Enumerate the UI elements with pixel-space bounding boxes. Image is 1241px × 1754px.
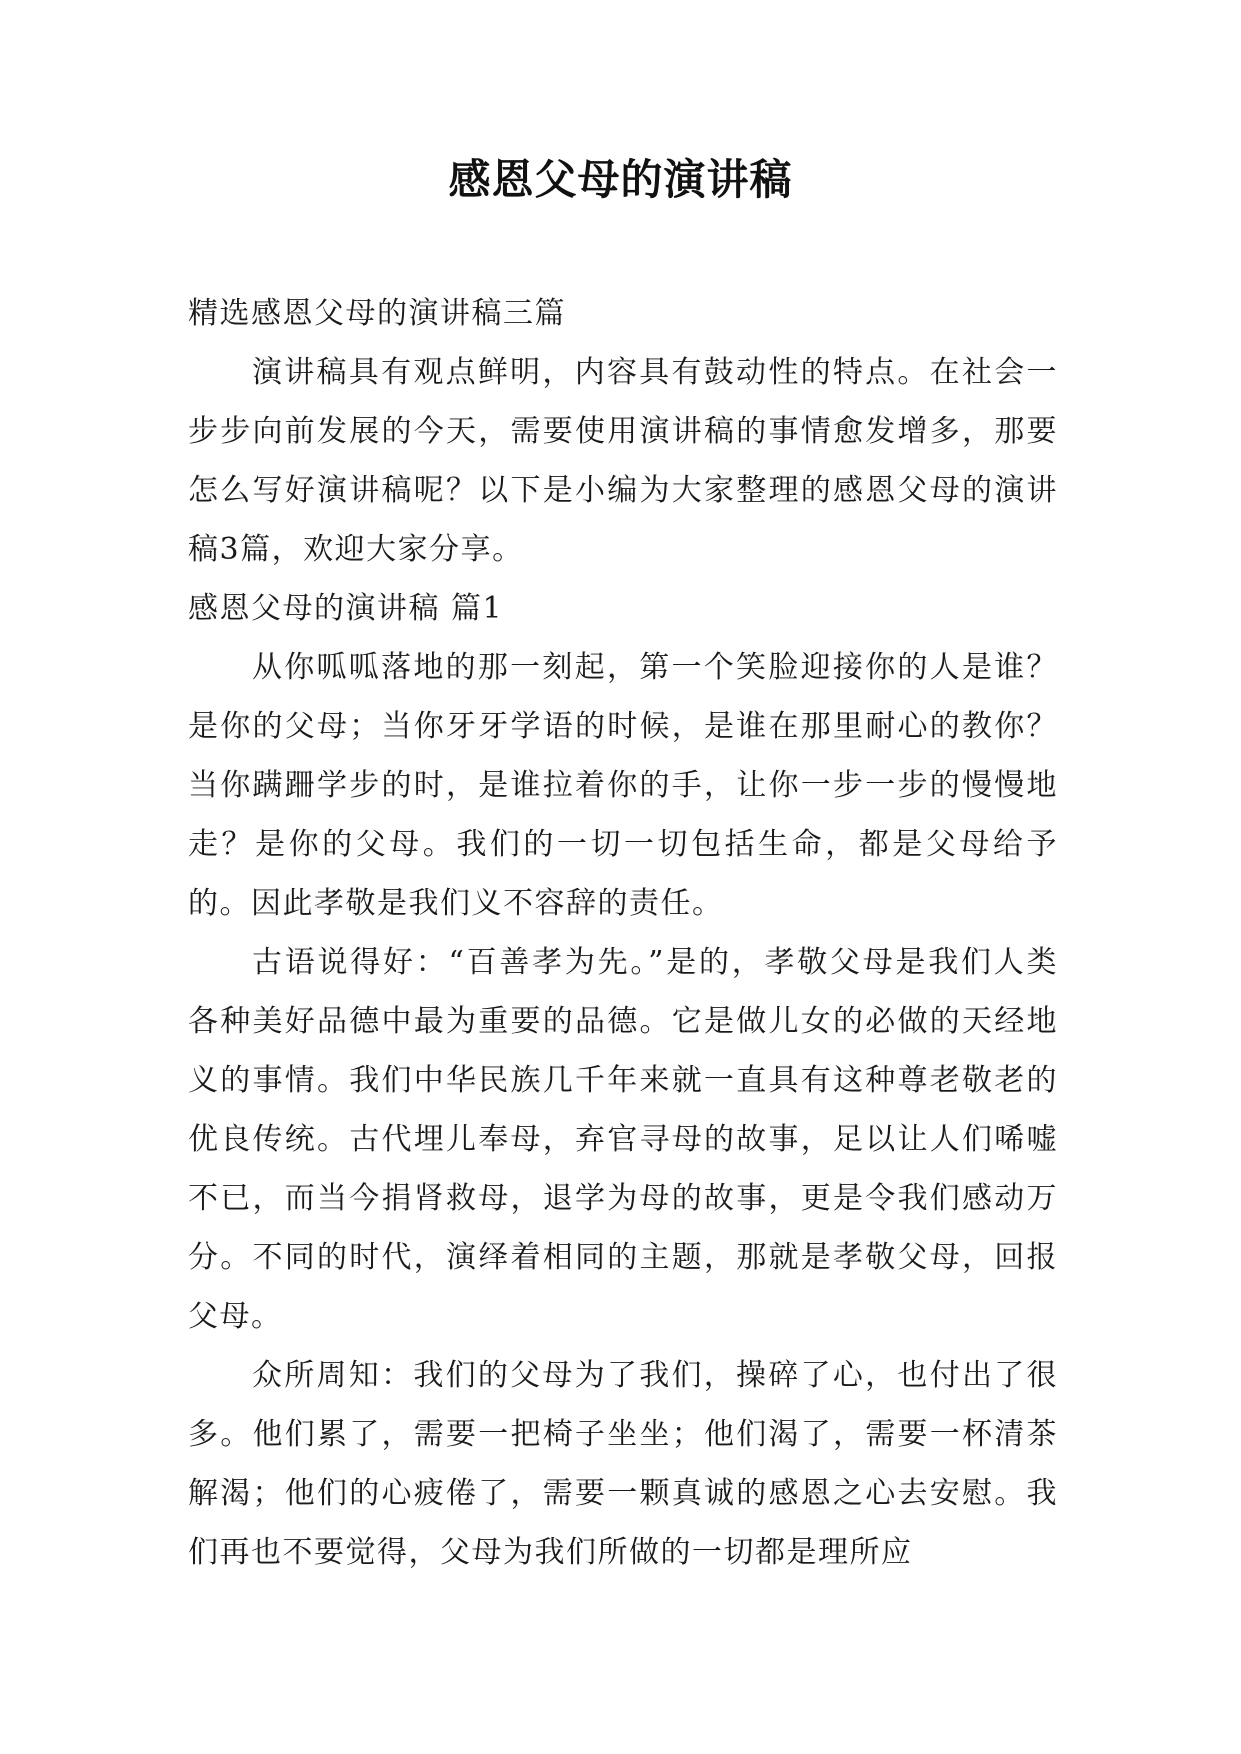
document-body — [188, 284, 1058, 1582]
document-subtitle: 精选感恩父母的演讲稿三篇 — [188, 296, 566, 331]
body-paragraph: 古语说得好：“百善孝为先。”是的，孝敬父母是我们人类各种美好品德中最为重要的品德。它是做儿女的必做的天经地义的事情。我们中华民族几千年来就一直具有这种尊老敬老的优良传统。古代埋儿奉母，弃官寻母的故事，足以让人们唏嘘不已，而当今捐肾救母，退学为母的故事，更是令我们感动万分。不同的时代，演绎着相同的主题，那就是孝敬父母，回报父母。 — [188, 945, 1058, 1334]
section-heading: 感恩父母的演讲稿 篇1 — [188, 591, 504, 626]
document-title: 感恩父母的演讲稿 — [448, 155, 793, 204]
body-paragraph: 从你呱呱落地的那一刻起，第一个笑脸迎接你的人是谁？是你的父母；当你牙牙学语的时候，是谁在那里耐心的教你？当你蹒跚学步的时，是谁拉着你的手，让你一步一步的慢慢地走？是你的父母。我们的一切一切包括生命，都是父母给予的。因此孝敬是我们义不容辞的责任。 — [188, 650, 1058, 921]
intro-paragraph: 演讲稿具有观点鲜明，内容具有鼓动性的特点。在社会一步步向前发展的今天，需要使用演讲稿的事情愈发增多，那要怎么写好演讲稿呢？以下是小编为大家整理的感恩父母的演讲稿3篇，欢迎大家分享。 — [188, 355, 1058, 567]
body-paragraph: 众所周知：我们的父母为了我们，操碎了心，也付出了很多。他们累了，需要一把椅子坐坐；他们渴了，需要一杯清茶解渴；他们的心疲倦了，需要一颗真诚的感恩之心去安慰。我们再也不要觉得，父母为我们所做的一切都是理所应 — [188, 1358, 1058, 1570]
